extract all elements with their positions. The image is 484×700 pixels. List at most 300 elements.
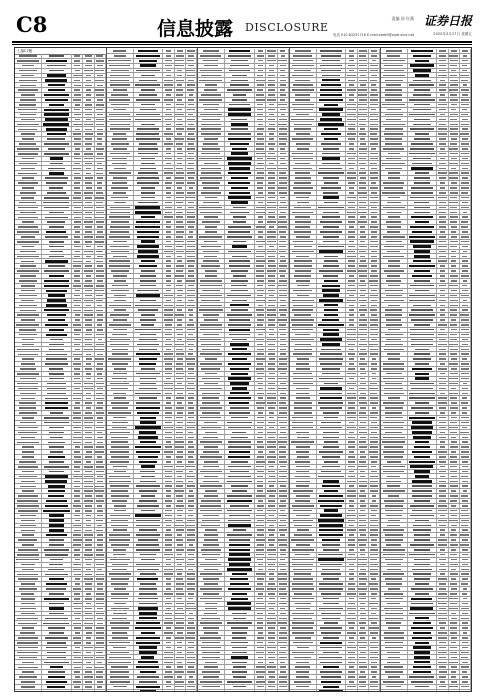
text-run xyxy=(202,652,220,654)
table-cell xyxy=(163,435,174,439)
table-cell xyxy=(42,656,72,660)
table-cell xyxy=(107,142,134,146)
table-cell xyxy=(107,298,134,302)
table-cell xyxy=(346,54,357,58)
table-cell xyxy=(107,215,134,219)
table-cell xyxy=(134,558,164,562)
table-cell xyxy=(255,382,266,386)
text-run xyxy=(48,319,64,321)
table-cell xyxy=(175,528,186,532)
table-cell xyxy=(95,494,106,498)
text-run xyxy=(95,80,104,82)
table-cell xyxy=(255,553,266,557)
table-cell xyxy=(198,607,225,611)
table-cell xyxy=(107,391,134,395)
table-cell xyxy=(95,352,106,356)
table-cell xyxy=(175,352,186,356)
contact-line: 电话 010-83251716 E-mail:zqrb9@zqrb.sina.net xyxy=(333,33,414,37)
table-cell xyxy=(198,294,225,298)
table-cell xyxy=(95,367,106,371)
text-run xyxy=(176,104,184,106)
table-cell xyxy=(278,504,289,508)
text-run xyxy=(177,676,182,678)
text-run xyxy=(111,666,128,668)
text-run xyxy=(49,378,64,380)
table-cell xyxy=(163,660,174,664)
text-run xyxy=(139,500,158,502)
text-run xyxy=(95,70,104,72)
text-run xyxy=(227,534,252,536)
text-run xyxy=(166,564,172,566)
table-cell xyxy=(255,254,266,258)
table-cell xyxy=(134,406,164,410)
text-run xyxy=(232,148,247,150)
table-cell xyxy=(83,406,94,410)
table-cell xyxy=(175,254,186,258)
table-cell xyxy=(15,215,42,219)
text-run xyxy=(279,515,286,517)
table-cell xyxy=(95,382,106,386)
table-cell xyxy=(83,621,94,625)
text-run xyxy=(84,578,92,580)
text-run xyxy=(164,632,173,634)
text-run xyxy=(204,163,218,165)
table-cell xyxy=(278,548,289,552)
table-cell xyxy=(72,220,83,224)
table-cell xyxy=(163,235,174,239)
table-cell xyxy=(255,504,266,508)
table-cell xyxy=(266,313,277,317)
text-run xyxy=(280,549,286,551)
table-cell xyxy=(163,352,174,356)
table-cell xyxy=(107,73,134,77)
table-cell xyxy=(163,592,174,596)
text-run xyxy=(268,128,274,130)
table-cell xyxy=(42,201,72,205)
text-run xyxy=(189,94,194,96)
table-cell xyxy=(278,240,289,244)
text-run xyxy=(201,618,220,620)
text-run xyxy=(113,393,126,395)
table-cell xyxy=(175,479,186,483)
text-run xyxy=(230,578,248,580)
table-cell xyxy=(198,396,225,400)
text-run xyxy=(97,168,102,170)
text-run xyxy=(141,240,156,242)
table-cell xyxy=(95,299,106,303)
table-cell xyxy=(255,597,266,601)
table-cell xyxy=(266,426,277,430)
text-run xyxy=(256,256,264,258)
text-run xyxy=(109,172,131,174)
text-run xyxy=(113,686,127,688)
table-cell xyxy=(175,122,186,126)
table-cell xyxy=(42,587,72,591)
text-run xyxy=(257,373,264,375)
text-run xyxy=(188,461,194,463)
table-cell xyxy=(72,675,83,679)
table-cell xyxy=(198,611,225,615)
table-cell xyxy=(163,499,174,503)
text-run xyxy=(74,593,80,595)
table-cell xyxy=(83,318,94,322)
table-cell xyxy=(134,553,164,557)
text-run xyxy=(96,173,103,175)
text-run xyxy=(19,329,36,331)
text-run xyxy=(204,583,218,585)
text-run xyxy=(74,466,80,468)
table-cell xyxy=(107,416,134,420)
text-run xyxy=(45,475,68,477)
text-run xyxy=(22,490,34,492)
text-run xyxy=(267,510,275,512)
text-run xyxy=(108,358,131,360)
text-run xyxy=(257,324,263,326)
table-cell xyxy=(15,626,42,630)
text-run xyxy=(45,99,68,101)
text-run xyxy=(203,437,218,439)
text-run xyxy=(141,158,154,160)
table-cell xyxy=(225,240,255,244)
text-run xyxy=(278,417,287,419)
table-cell xyxy=(175,690,186,691)
table-cell xyxy=(175,313,186,317)
text-run xyxy=(187,172,195,174)
text-run xyxy=(256,666,265,668)
text-run xyxy=(44,417,70,419)
text-run xyxy=(135,305,160,307)
text-run xyxy=(269,163,274,165)
table-cell xyxy=(83,103,94,107)
text-run xyxy=(45,79,67,81)
text-run xyxy=(268,657,276,659)
text-run xyxy=(22,358,34,360)
table-cell xyxy=(186,631,197,635)
table-cell xyxy=(255,690,266,691)
table-cell xyxy=(255,117,266,121)
text-run xyxy=(74,85,81,87)
text-run xyxy=(96,427,103,429)
table-cell xyxy=(107,670,134,674)
text-run xyxy=(257,559,262,561)
text-run xyxy=(18,637,39,639)
table-cell xyxy=(266,641,277,645)
table-cell xyxy=(15,651,42,655)
table-cell xyxy=(72,548,83,552)
text-run xyxy=(293,55,312,57)
table-cell xyxy=(278,465,289,469)
text-run xyxy=(205,270,217,272)
table-cell xyxy=(107,567,134,571)
text-run xyxy=(73,124,82,126)
text-run xyxy=(188,446,193,448)
text-run xyxy=(175,446,184,448)
text-run xyxy=(176,80,184,82)
text-run xyxy=(200,295,223,297)
table-cell xyxy=(95,577,106,581)
table-cell xyxy=(225,538,255,542)
text-run xyxy=(136,99,161,101)
table-cell xyxy=(83,572,94,576)
table-cell xyxy=(225,489,255,493)
table-cell xyxy=(95,69,106,73)
text-run xyxy=(232,387,246,389)
text-run xyxy=(279,182,287,184)
table-cell xyxy=(186,298,197,302)
table-cell xyxy=(15,489,42,493)
text-run xyxy=(280,344,286,346)
text-run xyxy=(231,80,248,82)
text-run xyxy=(359,50,367,52)
table-cell xyxy=(163,533,174,537)
table-cell xyxy=(83,440,94,444)
table-cell xyxy=(107,401,134,405)
table-cell xyxy=(15,382,42,386)
table-cell xyxy=(175,338,186,342)
text-run xyxy=(19,55,37,57)
text-run xyxy=(278,226,287,228)
table-cell xyxy=(107,607,134,611)
table-cell xyxy=(107,313,134,317)
text-run xyxy=(175,681,184,683)
table-cell xyxy=(266,83,277,87)
text-run xyxy=(19,476,37,478)
text-run xyxy=(268,671,275,673)
table-cell xyxy=(15,460,42,464)
table-cell xyxy=(15,225,42,229)
table-cell xyxy=(163,294,174,298)
table-cell xyxy=(163,558,174,562)
table-cell xyxy=(163,347,174,351)
table-cell xyxy=(255,181,266,185)
text-run xyxy=(279,681,287,683)
text-run xyxy=(44,197,69,199)
text-run xyxy=(74,173,81,175)
text-run xyxy=(279,270,286,272)
text-run xyxy=(85,138,92,140)
table-cell xyxy=(163,137,174,141)
table-cell xyxy=(95,245,106,249)
text-run xyxy=(205,603,217,605)
text-run xyxy=(22,471,34,473)
table-cell xyxy=(255,680,266,684)
table-cell xyxy=(107,352,134,356)
table-cell xyxy=(266,465,277,469)
table-cell xyxy=(255,558,266,562)
table-cell xyxy=(42,382,72,386)
table-cell xyxy=(186,191,197,195)
text-run xyxy=(257,520,264,522)
table-cell xyxy=(134,357,164,361)
text-run xyxy=(281,55,286,57)
table-cell xyxy=(42,597,72,601)
table-cell xyxy=(186,577,197,581)
text-run xyxy=(21,398,35,400)
table-cell xyxy=(198,616,225,620)
text-run xyxy=(21,119,35,121)
table-cell xyxy=(95,509,106,513)
text-run xyxy=(166,75,171,77)
table-cell xyxy=(186,460,197,464)
table-cell xyxy=(95,587,106,591)
text-run xyxy=(202,642,220,644)
table-cell xyxy=(72,137,83,141)
text-run xyxy=(164,622,173,624)
table-cell xyxy=(95,621,106,625)
table-cell xyxy=(42,499,72,503)
table-cell xyxy=(15,83,42,87)
text-run xyxy=(86,564,92,566)
text-run xyxy=(166,280,171,282)
text-run xyxy=(227,602,251,604)
text-run xyxy=(97,373,102,375)
text-run xyxy=(205,275,217,277)
table-cell xyxy=(72,528,83,532)
table-cell xyxy=(15,421,42,425)
text-run xyxy=(280,314,287,316)
table-cell xyxy=(175,147,186,151)
table-cell xyxy=(15,269,42,273)
text-run xyxy=(268,143,276,145)
table-cell xyxy=(225,220,255,224)
text-run xyxy=(48,294,66,296)
table-cell xyxy=(83,450,94,454)
text-run xyxy=(84,676,92,678)
text-run xyxy=(49,349,64,351)
table-cell xyxy=(278,538,289,542)
text-run xyxy=(205,529,217,531)
table-cell xyxy=(266,680,277,684)
table-cell xyxy=(175,460,186,464)
table-cell xyxy=(369,49,380,53)
text-run xyxy=(177,260,182,262)
text-run xyxy=(74,481,80,483)
table-cell xyxy=(83,215,94,219)
table-cell xyxy=(266,98,277,102)
table-cell xyxy=(95,59,106,63)
table-cell xyxy=(134,626,164,630)
text-run xyxy=(113,319,127,321)
table-cell xyxy=(175,166,186,170)
text-run xyxy=(135,226,160,228)
table-cell xyxy=(175,88,186,92)
table-cell xyxy=(278,127,289,131)
table-cell xyxy=(186,357,197,361)
text-run xyxy=(267,99,276,101)
table-cell xyxy=(255,499,266,503)
table-column-4 xyxy=(290,48,381,691)
text-run xyxy=(268,378,274,380)
table-cell xyxy=(95,323,106,327)
text-run xyxy=(135,206,160,208)
table-cell xyxy=(42,103,72,107)
table-cell xyxy=(255,161,266,165)
table-cell xyxy=(266,142,277,146)
text-run xyxy=(97,505,102,507)
text-run xyxy=(95,290,104,292)
table-cell xyxy=(186,435,197,439)
text-run xyxy=(96,564,104,566)
text-run xyxy=(86,642,91,644)
table-cell xyxy=(255,225,266,229)
text-run xyxy=(257,637,264,639)
text-run xyxy=(187,627,196,629)
text-run xyxy=(137,505,158,507)
text-run xyxy=(109,260,130,262)
text-run xyxy=(166,197,171,199)
table-cell xyxy=(266,147,277,151)
table-cell xyxy=(134,411,164,415)
table-cell xyxy=(134,455,164,459)
text-run xyxy=(320,50,342,52)
table-cell xyxy=(163,313,174,317)
text-run xyxy=(49,519,64,521)
table-cell xyxy=(163,206,174,210)
table-cell xyxy=(15,93,42,97)
table-cell xyxy=(163,157,174,161)
table-cell xyxy=(72,162,83,166)
table-cell xyxy=(175,592,186,596)
text-run xyxy=(279,241,286,243)
text-run xyxy=(73,544,81,546)
table-cell xyxy=(266,210,277,214)
table-cell xyxy=(134,685,164,689)
text-run xyxy=(188,495,193,497)
text-run xyxy=(84,623,93,625)
text-run xyxy=(74,383,81,385)
table-cell xyxy=(72,416,83,420)
table-cell xyxy=(198,406,225,410)
text-run xyxy=(200,363,221,365)
table-cell xyxy=(225,597,255,601)
text-run xyxy=(85,505,92,507)
table-cell xyxy=(163,147,174,151)
text-run xyxy=(256,358,265,360)
table-cell xyxy=(107,553,134,557)
text-run xyxy=(188,397,194,399)
table-cell xyxy=(278,220,289,224)
text-run xyxy=(280,305,286,307)
table-cell xyxy=(225,543,255,547)
table-cell xyxy=(163,479,174,483)
text-run xyxy=(280,383,286,385)
table-cell xyxy=(163,411,174,415)
table-cell xyxy=(83,78,94,82)
table-cell xyxy=(72,455,83,459)
table-cell xyxy=(278,279,289,283)
text-run xyxy=(96,632,104,634)
table-cell xyxy=(266,391,277,395)
text-run xyxy=(227,481,252,483)
text-run xyxy=(85,109,92,111)
table-cell xyxy=(83,519,94,523)
table-column-2 xyxy=(107,48,198,691)
text-run xyxy=(95,486,104,488)
text-run xyxy=(189,544,194,546)
table-cell xyxy=(255,235,266,239)
table-cell xyxy=(72,494,83,498)
text-run xyxy=(177,339,182,341)
table-cell xyxy=(134,391,164,395)
text-run xyxy=(49,246,64,248)
table-cell xyxy=(42,264,72,268)
text-run xyxy=(188,666,194,668)
table-cell xyxy=(163,372,174,376)
table-cell xyxy=(278,161,289,165)
table-cell xyxy=(278,83,289,87)
text-run xyxy=(199,80,222,82)
table-cell xyxy=(134,440,164,444)
